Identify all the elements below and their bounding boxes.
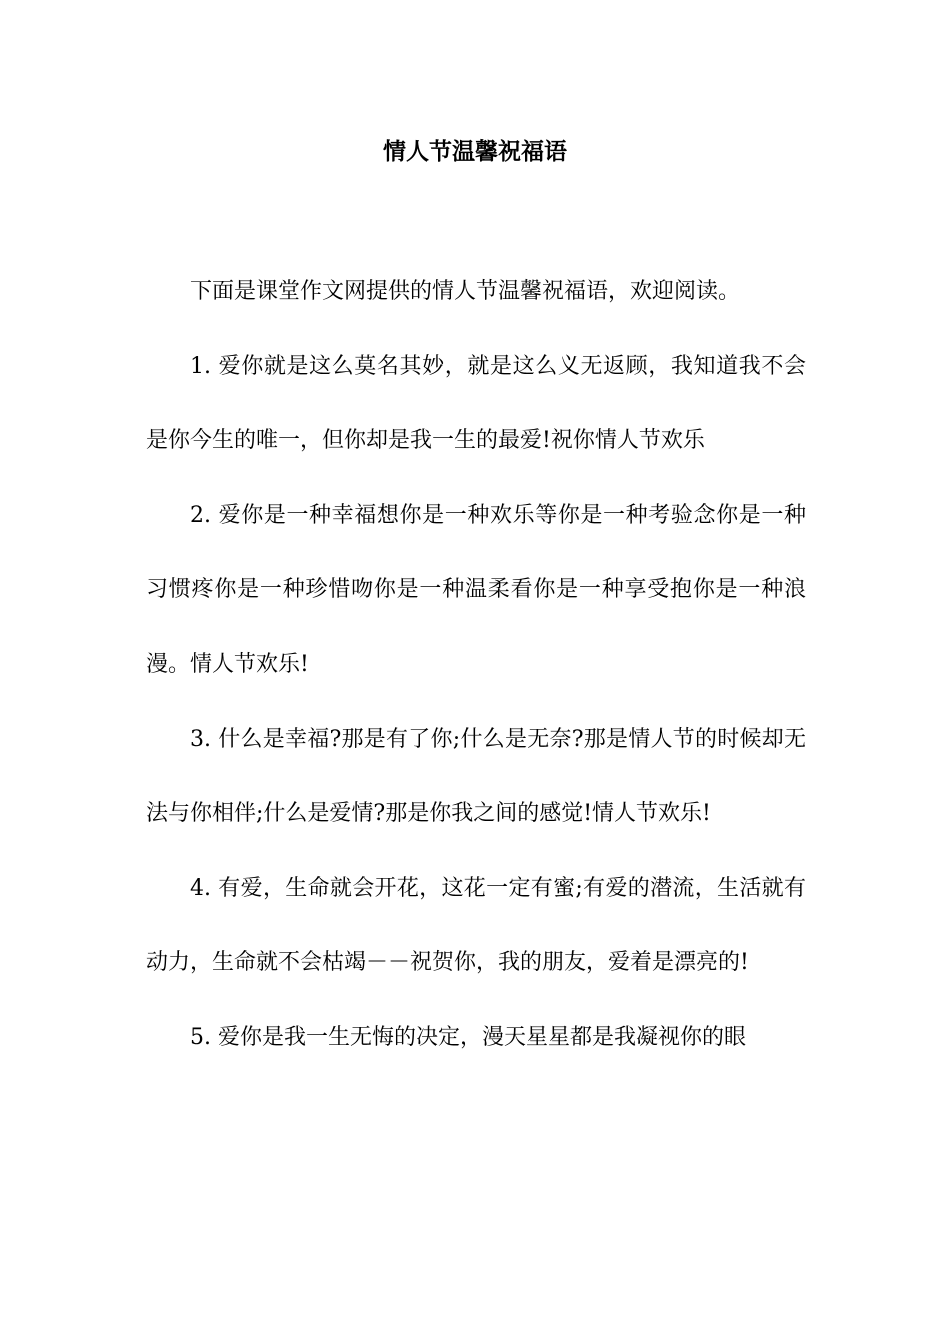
- intro-paragraph: 下面是课堂作文网提供的情人节温馨祝福语，欢迎阅读。: [190, 279, 741, 304]
- document-body: [146, 255, 806, 1076]
- wish-paragraph-2: 2. 爱你是一种幸福想你是一种欢乐等你是一种考验念你是一种习惯疼你是一种珍惜吻你是一种温柔看你是一种享受抱你是一种浪漫。情人节欢乐!: [146, 502, 806, 677]
- wish-paragraph-3: 3. 什么是幸福?那是有了你;什么是无奈?那是情人节的时候却无法与你相伴;什么是爱情?那是你我之间的感觉!情人节欢乐!: [146, 726, 806, 827]
- wish-paragraph-4: 4. 有爱，生命就会开花，这花一定有蜜;有爱的潜流，生活就有动力，生命就不会枯竭－－祝贺你，我的朋友，爱着是漂亮的!: [146, 875, 806, 976]
- wish-paragraph-1: 1. 爱你就是这么莫名其妙，就是这么义无返顾，我知道我不会是你今生的唯一，但你却是我一生的最爱!祝你情人节欢乐: [146, 353, 806, 454]
- document-title: 情人节温馨祝福语: [383, 139, 567, 165]
- wish-paragraph-5: 5. 爱你是我一生无悔的决定，漫天星星都是我凝视你的眼: [190, 1024, 746, 1050]
